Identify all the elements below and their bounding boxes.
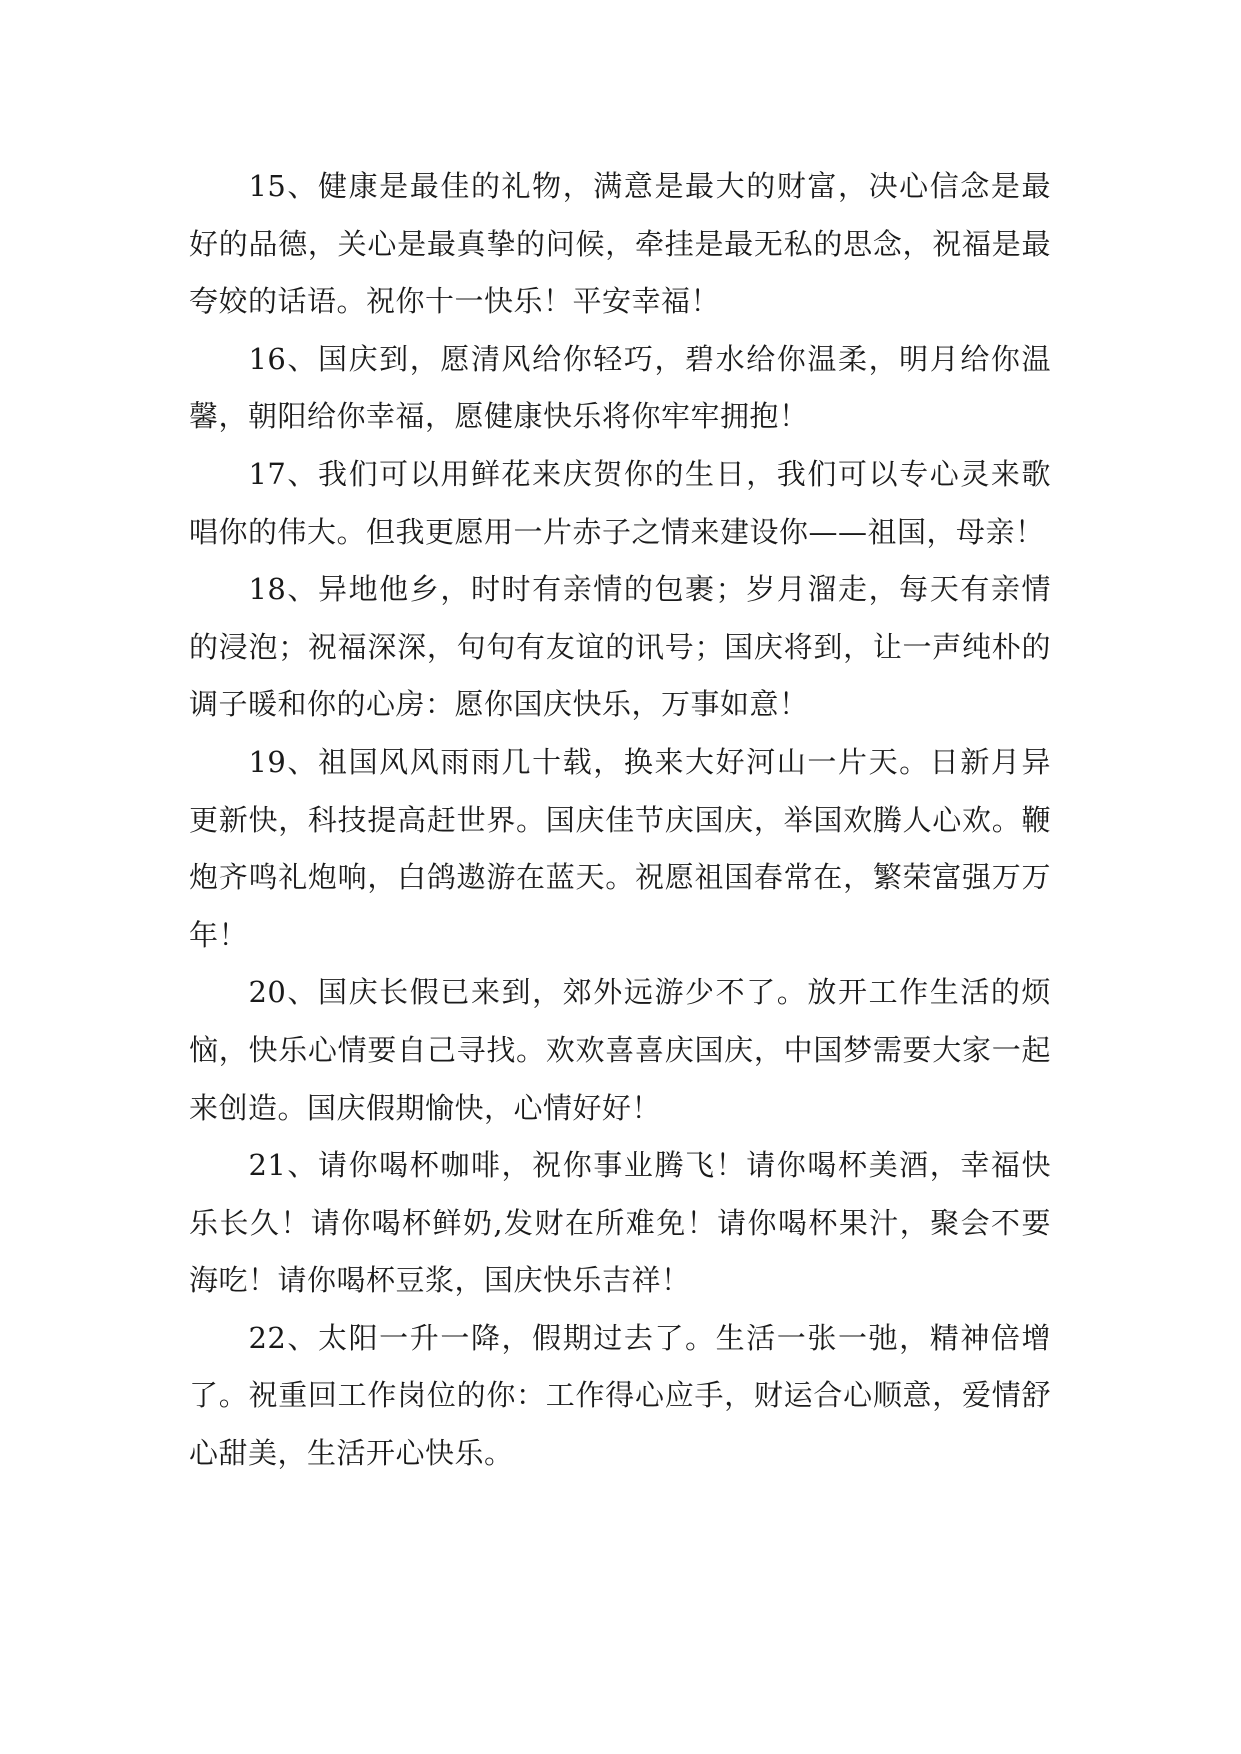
paragraph-21: 21、请你喝杯咖啡，祝你事业腾飞！请你喝杯美酒，幸福快乐长久！请你喝杯鲜奶,发财在所难免！请你喝杯果汁，聚会不要海吃！请你喝杯豆浆，国庆快乐吉祥！ <box>189 1148 1051 1298</box>
paragraph-22: 22、太阳一升一降，假期过去了。生活一张一弛，精神倍增了。祝重回工作岗位的你：工作得心应手，财运合心顺意，爱情舒心甜美，生活开心快乐。 <box>189 1320 1051 1471</box>
paragraph-18: 18、异地他乡，时时有亲情的包裹；岁月溜走，每天有亲情的浸泡；祝福深深，句句有友谊的讯号；国庆将到，让一声纯朴的调子暖和你的心房：愿你国庆快乐，万事如意！ <box>189 572 1051 722</box>
paragraph-17: 17、我们可以用鲜花来庆贺你的生日，我们可以专心灵来歌唱你的伟大。但我更愿用一片赤子之情来建设你——祖国，母亲！ <box>189 456 1051 549</box>
paragraph-20: 20、国庆长假已来到，郊外远游少不了。放开工作生活的烦恼，快乐心情要自己寻找。欢欢喜喜庆国庆，中国梦需要大家一起来创造。国庆假期愉快，心情好好！ <box>189 975 1051 1125</box>
paragraph-15: 15、健康是最佳的礼物，满意是最大的财富，决心信念是最好的品德，关心是最真挚的问候，牵挂是最无私的思念，祝福是最夸姣的话语。祝你十一快乐！平安幸福！ <box>189 169 1051 319</box>
paragraph-16: 16、国庆到，愿清风给你轻巧，碧水给你温柔，明月给你温馨，朝阳给你幸福，愿健康快乐将你牢牢拥抱！ <box>189 341 1051 434</box>
document-body <box>189 158 1051 1483</box>
paragraph-19: 19、祖国风风雨雨几十载，换来大好河山一片天。日新月异更新快，科技提高赶世界。国庆佳节庆国庆，举国欢腾人心欢。鞭炮齐鸣礼炮响，白鸽遨游在蓝天。祝愿祖国春常在，繁荣富强万万年！ <box>189 744 1051 952</box>
